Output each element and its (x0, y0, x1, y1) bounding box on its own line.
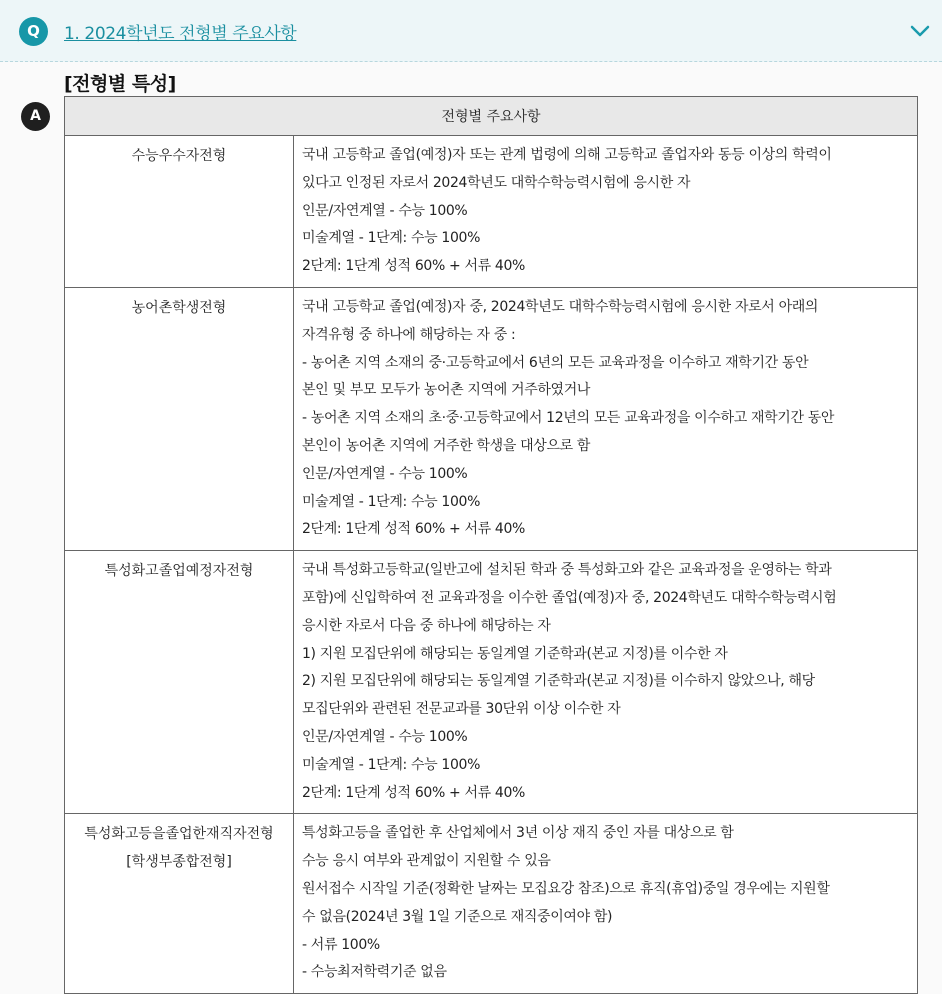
admission-type-name (65, 136, 294, 288)
description-line: 국내 고등학교 졸업(예정)자 또는 관계 법령에 의해 고등학교 졸업자와 동등 이상의 학력이 (302, 147, 832, 163)
admission-type-description (294, 136, 918, 288)
table-header-row (65, 97, 918, 136)
description-line: 응시한 자로서 다음 중 하나에 해당하는 자 (302, 617, 551, 634)
description-line: 미술계열 - 1단계: 수능 100% (302, 230, 481, 247)
description-line: 2) 지원 모집단위에 해당되는 동일계열 기준학과(본교 지정)를 이수하지 않았으나, 해당 (302, 673, 815, 690)
admission-types-table (64, 96, 918, 994)
question-header[interactable] (0, 0, 942, 62)
description-line: 미술계열 - 1단계: 수능 100% (302, 493, 481, 510)
table-row (65, 136, 918, 288)
table-header: 전형별 주요사항 (65, 97, 918, 136)
admission-type-label: 수능우수자전형 (131, 148, 227, 164)
description-line: 2단계: 1단계 성적 60% + 서류 40% (302, 784, 525, 801)
description-line: 본인이 농어촌 지역에 거주한 학생을 대상으로 함 (302, 437, 591, 454)
description-line: 2단계: 1단계 성적 60% + 서류 40% (302, 258, 525, 275)
admission-type-name (65, 287, 294, 550)
description-line: 인문/자연계열 - 수능 100% (302, 728, 468, 745)
table-row (65, 287, 918, 550)
admission-type-label: 농어촌학생전형 (131, 299, 227, 316)
description-line: - 농어촌 지역 소재의 초·중·고등학교에서 12년의 모든 교육과정을 이수하고 재학기간 동안 (302, 410, 835, 427)
admission-type-description (294, 287, 918, 550)
admission-type-description (294, 551, 918, 814)
answer-badge: A (21, 102, 50, 131)
description-line: 국내 특성화고등학교(일반고에 설치된 학과 중 특성화고와 같은 교육과정을 운영하는 학과 (302, 562, 832, 579)
description-line: 본인 및 부모 모두가 농어촌 지역에 거주하였거나 (302, 382, 591, 399)
admission-type-name (65, 814, 294, 994)
description-line: 미술계열 - 1단계: 수능 100% (302, 756, 481, 773)
description-line: 수능 응시 여부와 관계없이 지원할 수 있음 (302, 853, 551, 870)
description-line: 인문/자연계열 - 수능 100% (302, 202, 468, 219)
description-line: 모집단위와 관련된 전문교과를 30단위 이상 이수한 자 (302, 701, 621, 718)
description-line: 있다고 인정된 자로서 2024학년도 대학수학능력시험에 응시한 자 (302, 174, 691, 191)
admission-type-sublabel: [학생부종합전형] (126, 854, 232, 871)
description-line: 포함)에 신입학하여 전 교육과정을 이수한 졸업(예정)자 중, 2024학년도 대학수학능력시험 (302, 589, 837, 606)
description-line: 2단계: 1단계 성적 60% + 서류 40% (302, 521, 525, 538)
admission-type-name (65, 551, 294, 814)
admission-type-label: 특성화고등을졸업한재직자전형 (84, 826, 274, 843)
description-line: 인문/자연계열 - 수능 100% (302, 465, 468, 482)
description-line: 국내 고등학교 졸업(예정)자 중, 2024학년도 대학수학능력시험에 응시한 자로서 아래의 (302, 298, 819, 315)
table-row (65, 814, 918, 994)
description-line: 자격유형 중 하나에 해당하는 자 중 : (302, 326, 516, 343)
description-line: 원서접수 시작일 기준(정확한 날짜는 모집요강 참조)으로 휴직(휴업)중일 경우에는 지원할 (302, 880, 830, 897)
description-line: - 농어촌 지역 소재의 중·고등학교에서 6년의 모든 교육과정을 이수하고 재학기간 동안 (302, 354, 809, 371)
description-line: - 수능최저학력기준 없음 (302, 964, 447, 981)
admission-type-label: 특성화고졸업예정자전형 (104, 563, 254, 580)
admission-type-description (294, 814, 918, 994)
description-line: 특성화고등을 졸업한 후 산업체에서 3년 이상 재직 중인 자를 대상으로 함 (302, 825, 734, 842)
description-line: 1) 지원 모집단위에 해당되는 동일계열 기준학과(본교 지정)를 이수한 자 (302, 645, 728, 662)
description-line: 수 없음(2024년 3월 1일 기준으로 재직중이여야 함) (302, 908, 613, 925)
description-line: - 서류 100% (302, 936, 380, 953)
question-badge: Q (19, 17, 48, 46)
question-title-link[interactable]: 1. 2024학년도 전형별 주요사항 (64, 24, 297, 44)
section-title: [전형별 특성] (64, 73, 176, 95)
table-row (65, 551, 918, 814)
chevron-down-icon[interactable] (910, 22, 930, 40)
